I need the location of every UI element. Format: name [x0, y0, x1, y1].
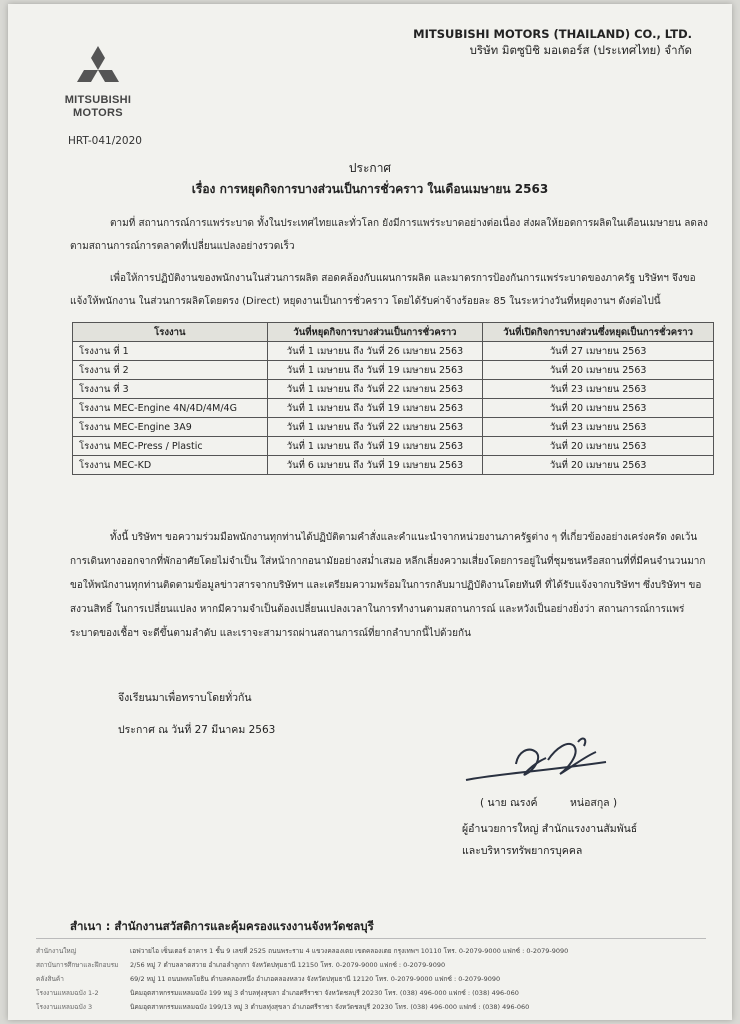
stop-date-cell: วันที่ 6 เมษายน ถึง วันที่ 19 เมษายน 2563 [267, 456, 483, 475]
reopen-date-cell: วันที่ 27 เมษายน 2563 [483, 342, 714, 361]
column-header-factory: โรงงาน [73, 323, 268, 342]
reopen-date-cell: วันที่ 20 เมษายน 2563 [483, 437, 714, 456]
address-line: คลังสินค้า 69/2 หมู่ 11 ถนนพหลโยธิน ตำบลคลองหนึ่ง อำเภอคลองหลวง จังหวัดปทุมธานี 12120 โทร. 0-2079-9000 แฟกซ์ : 0-2079-9090 [36, 975, 501, 983]
company-name-en: MITSUBISHI MOTORS (THAILAND) CO., LTD. [413, 27, 692, 41]
table-row [73, 456, 714, 475]
address-line: โรงงานแหลมฉบัง 1-2 นิคมอุตสาหกรรมแหลมฉบัง 199 หมู่ 3 ตำบลทุ่งสุขลา อำเภอศรีราชา จังหวัดชลบุรี 20230 โทร. (038) 496-000 แฟกซ์ : (038) 496-060 [36, 989, 519, 997]
mitsubishi-logo [52, 44, 144, 120]
factory-cell: โรงงาน ที่ 3 [73, 380, 268, 399]
paragraph-2: เพื่อให้การปฏิบัติงานของพนักงานในส่วนการผลิต สอดคล้องกับแผนการผลิต และมาตรการป้องกันการแพร่ระบาดของภาครัฐ บริษัทฯ จึงขอแจ้งให้พนักงาน ในส่วนการผลิตโดยตรง (Direct) หยุดงานเป็นการชั่วคราว โดยได้รับค่าจ้างร้อยละ 85 ในระหว่างวันที่หยุดงานฯ ดังต่อไปนี้ [70, 273, 696, 307]
factory-cell: โรงงาน MEC-Press / Plastic [73, 437, 268, 456]
table-row [73, 418, 714, 437]
document-subject: เรื่อง การหยุดกิจการบางส่วนเป็นการชั่วคราว ในเดือนเมษายน 2563 [191, 182, 549, 196]
paragraph-1: ตามที่ สถานการณ์การแพร่ระบาด ทั้งในประเทศไทยและทั่วโลก ยังมีการแพร่ระบาดอย่างต่อเนื่อง ส่งผลให้ยอดการผลิตในเดือนเมษายน ลดลง ตามสถานการณ์การตลาดที่เปลี่ยนแปลงอย่างรวดเร็ว [70, 218, 708, 252]
closing-line: จึงเรียนมาเพื่อทราบโดยทั่วกัน [118, 692, 252, 704]
stop-date-cell: วันที่ 1 เมษายน ถึง วันที่ 19 เมษายน 2563 [267, 399, 483, 418]
factory-cell: โรงงาน MEC-KD [73, 456, 268, 475]
table-row [73, 342, 714, 361]
shutdown-schedule-table [72, 322, 714, 475]
document-page [8, 4, 732, 1020]
address-line: โรงงานแหลมฉบัง 3 นิคมอุตสาหกรรมแหลมฉบัง 199/13 หมู่ 3 ตำบลทุ่งสุขลา อำเภอศรีราชา จังหวัดชลบุรี 20230 โทร. (038) 496-000 แฟกซ์ : (038) 496-060 [36, 1003, 530, 1011]
stop-date-cell: วันที่ 1 เมษายน ถึง วันที่ 22 เมษายน 2563 [267, 418, 483, 437]
stop-date-cell: วันที่ 1 เมษายน ถึง วันที่ 19 เมษายน 2563 [267, 437, 483, 456]
footer-divider [36, 938, 706, 939]
announcement-date: ประกาศ ณ วันที่ 27 มีนาคม 2563 [118, 724, 276, 736]
table-row [73, 361, 714, 380]
address-line: สำนักงานใหญ่ เอฟวายไอ เซ็นเตอร์ อาคาร 1 ชั้น 9 เลขที่ 2525 ถนนพระราม 4 แขวงคลองเตย เขตคลองเตย กรุงเทพฯ 10110 โทร. 0-2079-9000 แฟกซ์ : 0-2079-9090 [36, 947, 569, 955]
signer-name-open: ( นาย ณรงค์ [480, 797, 538, 809]
reopen-date-cell: วันที่ 20 เมษายน 2563 [483, 399, 714, 418]
factory-cell: โรงงาน MEC-Engine 4N/4D/4M/4G [73, 399, 268, 418]
paragraph-3: ทั้งนี้ บริษัทฯ ขอความร่วมมือพนักงานทุกท่านได้ปฏิบัติตามคำสั่งและคำแนะนำจากหน่วยงานภาครัฐต่าง ๆ ที่เกี่ยวข้องอย่างเคร่งครัด งดเว้นการเดินทางออกจากที่พักอาศัยโดยไม่จำเป็น ใส่หน้ากากอนามัยอย่างสม่ำเสมอ หลีกเลี่ยงความเสี่ยงโดยการอยู่ในที่ชุมชนหรือสถานที่ที่มีคนจำนวนมาก ขอให้พนักงานทุกท่านติดตามข้อมูลข่าวสารจากบริษัทฯ และเตรียมความพร้อมในการกลับมาปฏิบัติงานโดยทันที ที่ได้รับแจ้งจากบริษัทฯ ซึ่งบริษัทฯ ขอสงวนสิทธิ์ ในการเปลี่ยนแปลง หากมีความจำเป็นต้องเปลี่ยนแปลงเวลาในการทำงานตามสถานการณ์ และหวังเป็นอย่างยิ่งว่า สถานการณ์การแพร่ระบาดของเชื้อฯ จะดีขึ้นตามลำดับ และเราจะสามารถผ่านสถานการณ์ที่ยากลำบากนี้ไปด้วยกัน [70, 532, 706, 639]
column-header-reopen-date: วันที่เปิดกิจการบางส่วนซึ่งหยุดเป็นการชั่วคราว [483, 323, 714, 342]
table-row [73, 437, 714, 456]
handwritten-signature [456, 734, 616, 798]
factory-cell: โรงงาน ที่ 2 [73, 361, 268, 380]
document-number: HRT-041/2020 [68, 135, 142, 147]
company-name [413, 26, 692, 58]
signer-position-2: และบริหารทรัพยากรบุคคล [462, 845, 583, 857]
column-header-stop-date: วันที่หยุดกิจการบางส่วนเป็นการชั่วคราว [267, 323, 483, 342]
reopen-date-cell: วันที่ 20 เมษายน 2563 [483, 361, 714, 380]
table-header-row [73, 323, 714, 342]
stop-date-cell: วันที่ 1 เมษายน ถึง วันที่ 22 เมษายน 2563 [267, 380, 483, 399]
signer-name-close: หน่อสกุล ) [570, 797, 618, 809]
factory-cell: โรงงาน ที่ 1 [73, 342, 268, 361]
reopen-date-cell: วันที่ 23 เมษายน 2563 [483, 418, 714, 437]
table-row [73, 380, 714, 399]
factory-cell: โรงงาน MEC-Engine 3A9 [73, 418, 268, 437]
brand-line-2: MOTORS [73, 107, 123, 119]
reopen-date-cell: วันที่ 20 เมษายน 2563 [483, 456, 714, 475]
company-name-th: บริษัท มิตซูบิชิ มอเตอร์ส (ประเทศไทย) จำกัด [469, 43, 692, 57]
document-heading: ประกาศ [348, 161, 392, 175]
signer-position-1: ผู้อำนวยการใหญ่ สำนักแรงงานสัมพันธ์ [462, 823, 638, 835]
three-diamonds-icon [66, 44, 130, 94]
table-row [73, 399, 714, 418]
address-line: สถาบันการศึกษาและฝึกอบรม 2/56 หมู่ 7 ตำบลลาดสวาย อำเภอลำลูกกา จังหวัดปทุมธานี 12150 โทร. 0-2079-9000 แฟกซ์ : 0-2079-9090 [36, 961, 446, 969]
copy-to-line: สำเนา : สำนักงานสวัสดิการและคุ้มครองแรงงานจังหวัดชลบุรี [70, 919, 374, 933]
stop-date-cell: วันที่ 1 เมษายน ถึง วันที่ 26 เมษายน 2563 [267, 342, 483, 361]
brand-line-1: MITSUBISHI [64, 94, 132, 106]
reopen-date-cell: วันที่ 23 เมษายน 2563 [483, 380, 714, 399]
stop-date-cell: วันที่ 1 เมษายน ถึง วันที่ 19 เมษายน 2563 [267, 361, 483, 380]
